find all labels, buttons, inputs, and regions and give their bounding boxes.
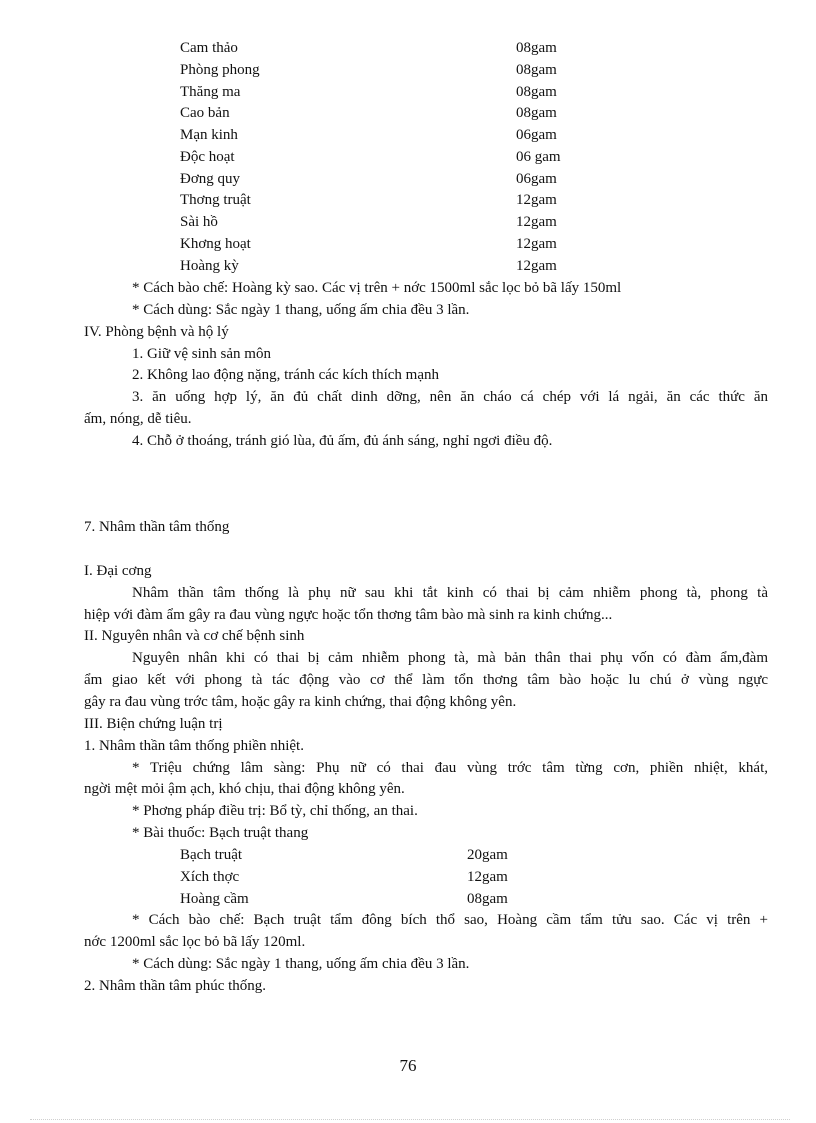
section-heading-i: I. Đại cơng <box>84 563 152 579</box>
herb-name: Khơng hoạt <box>180 236 251 252</box>
herb-quantity: 12gam <box>516 236 557 252</box>
intro-paragraph-line-1: Nhâm thần tâm thống là phụ nữ sau khi tắt kinh có thai bị cảm nhiễm phong tà, phong tà <box>132 585 768 601</box>
care-item-3-line-1: 3. ăn uống hợp lý, ăn đủ chất dinh dỡng, nên ăn cháo cá chép với lá ngải, ăn các thức ăn <box>132 389 768 405</box>
section-heading-ii: II. Nguyên nhân và cơ chế bệnh sinh <box>84 628 305 644</box>
subsection-heading-2: 2. Nhâm thần tâm phúc thống. <box>84 978 267 994</box>
symptom-line-1: * Triệu chứng lâm sàng: Phụ nữ có thai đau vùng trớc tâm từng cơn, phiền nhiệt, khát, <box>132 760 768 776</box>
care-item-2: 2. Không lao động nặng, tránh các kích thích mạnh <box>132 367 440 383</box>
herb-name: Xích thợc <box>180 869 240 885</box>
herb-quantity: 12gam <box>516 192 557 208</box>
herb-quantity: 12gam <box>516 258 557 274</box>
intro-paragraph-line-2: hiệp với đàm ẩm gây ra đau vùng ngực hoặc tổn thơng tâm bào mà sinh ra kinh chứng... <box>84 607 613 623</box>
cause-paragraph-line-1: Nguyên nhân khi có thai bị cảm nhiễm phong tà, mà bản thân thai phụ vốn có đàm ẩm,đàm <box>132 650 768 666</box>
herb-quantity: 08gam <box>516 62 557 78</box>
section-heading-iii: III. Biện chứng luận trị <box>84 716 223 732</box>
herb-name: Hoàng kỳ <box>180 258 239 274</box>
page-bottom-divider <box>30 1119 790 1120</box>
herb-quantity: 20gam <box>467 847 508 863</box>
herb-name: Đơng quy <box>180 171 241 187</box>
herb-quantity: 08gam <box>467 891 508 907</box>
page-number: 76 <box>399 1056 417 1075</box>
herb-name: Sài hồ <box>180 214 218 230</box>
herb-quantity: 12gam <box>467 869 508 885</box>
chapter-title: 7. Nhâm thần tâm thống <box>84 519 230 535</box>
herb-name: Mạn kinh <box>180 127 238 143</box>
preparation-note: * Cách bào chế: Hoàng kỳ sao. Các vị trên + nớc 1500ml sắc lọc bỏ bã lấy 150ml <box>132 280 622 296</box>
remedy-title: * Bài thuốc: Bạch truật thang <box>132 825 309 841</box>
usage-note: * Cách dùng: Sắc ngày 1 thang, uống ấm chia đều 3 lần. <box>132 302 470 318</box>
herb-name: Phòng phong <box>180 62 260 78</box>
herb-name: Cam thảo <box>180 40 238 56</box>
care-item-1: 1. Giữ vệ sinh sản môn <box>132 346 271 362</box>
cause-paragraph-line-2: ẩm giao kết với phong tà tác động vào cơ thể làm tổn thơng tâm bào hoặc lu chú ở vùng ngực <box>84 672 768 688</box>
herb-name: Thăng ma <box>180 84 241 100</box>
subsection-heading-1: 1. Nhâm thần tâm thống phiền nhiệt. <box>84 738 304 754</box>
herb-name: Thơng truật <box>180 192 251 208</box>
herb-quantity: 12gam <box>516 214 557 230</box>
herb-name: Cao bản <box>180 105 230 121</box>
treatment-method: * Phơng pháp điều trị: Bổ tỳ, chỉ thống, an thai. <box>132 803 418 819</box>
preparation-note-2-line-1: * Cách bào chế: Bạch truật tẩm đông bích thổ sao, Hoàng cầm tẩm tửu sao. Các vị trên + <box>132 912 768 928</box>
herb-quantity: 06gam <box>516 171 557 187</box>
herb-quantity: 08gam <box>516 105 557 121</box>
herb-quantity: 08gam <box>516 40 557 56</box>
herb-name: Hoàng cầm <box>180 891 249 907</box>
usage-note-2: * Cách dùng: Sắc ngày 1 thang, uống ấm chia đều 3 lần. <box>132 956 470 972</box>
herb-name: Độc hoạt <box>180 149 235 165</box>
herb-name: Bạch truật <box>180 847 243 863</box>
herb-quantity: 08gam <box>516 84 557 100</box>
herb-quantity: 06gam <box>516 127 557 143</box>
care-item-3-line-2: ấm, nóng, dễ tiêu. <box>84 411 192 427</box>
section-heading-iv: IV. Phòng bệnh và hộ lý <box>84 324 229 340</box>
care-item-4: 4. Chỗ ở thoáng, tránh gió lùa, đủ ấm, đủ ánh sáng, nghỉ ngơi điều độ. <box>132 433 553 449</box>
symptom-line-2: ngời mệt mỏi ậm ạch, khó chịu, thai động không yên. <box>84 781 405 797</box>
herb-quantity: 06 gam <box>516 149 561 165</box>
cause-paragraph-line-3: gây ra đau vùng trớc tâm, hoặc gây ra kinh chứng, thai động không yên. <box>84 694 517 710</box>
preparation-note-2-line-2: nớc 1200ml sắc lọc bỏ bã lấy 120ml. <box>84 934 306 950</box>
